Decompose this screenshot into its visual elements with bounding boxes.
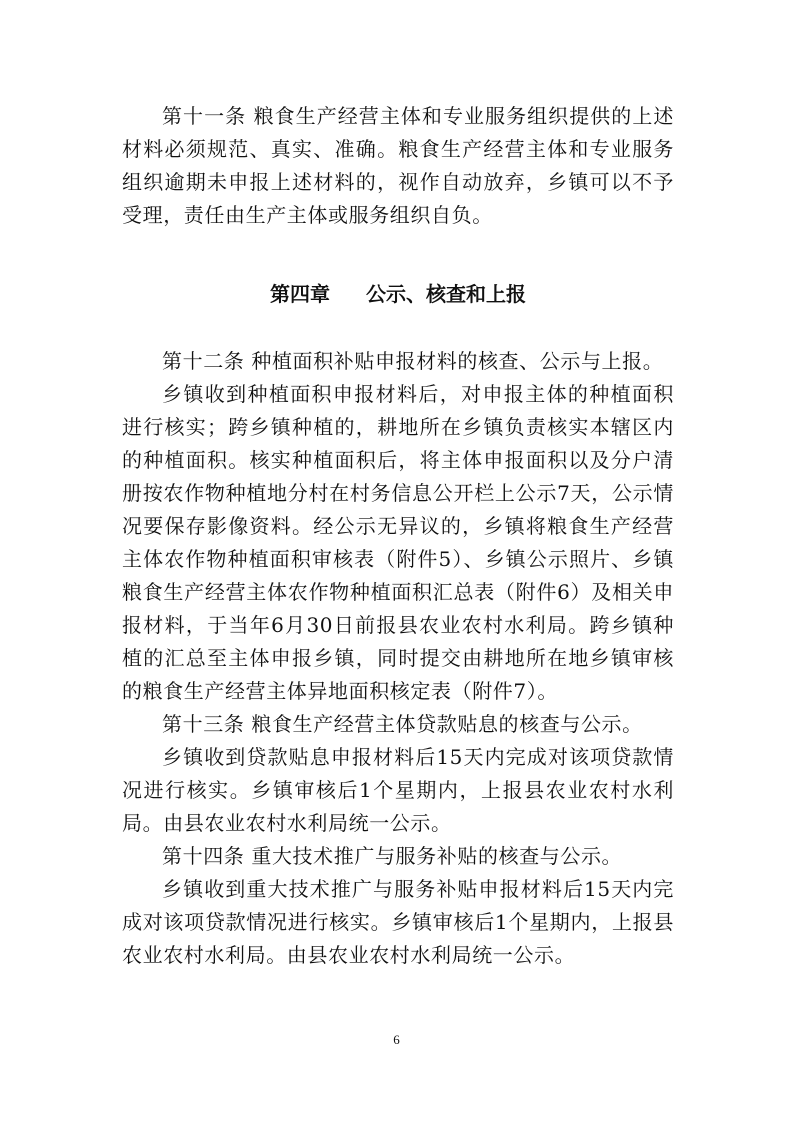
page-number: 6 [393, 1032, 400, 1047]
article-13-title: 第十三条 粮食生产经营主体贷款贴息的核查与公示。 [162, 712, 643, 736]
chapter-body [122, 345, 674, 972]
chapter-number: 第四章 [270, 282, 330, 306]
article-14-title: 第十四条 重大技术推广与服务补贴的核查与公示。 [162, 844, 623, 868]
article-12-title: 第十二条 种植面积补贴申报材料的核查、公示与上报。 [162, 349, 664, 373]
article-14-body: 乡镇收到重大技术推广与服务补贴申报材料后15天内完成对该项贷款情况进行核实。乡镇审核后1个星期内，上报县农业农村水利局。由县农业农村水利局统一公示。 [122, 877, 674, 967]
article-13-body: 乡镇收到贷款贴息申报材料后15天内完成对该项贷款情况进行核实。乡镇审核后1个星期内，上报县农业农村水利局。由县农业农村水利局统一公示。 [122, 745, 674, 835]
chapter-title: 公示、核查和上报 [366, 282, 526, 306]
article-11-block [122, 100, 674, 232]
article-11-paragraph: 第十一条 粮食生产经营主体和专业服务组织提供的上述材料必须规范、真实、准确。粮食生产经营主体和专业服务组织逾期未申报上述材料的，视作自动放弃，乡镇可以不予受理，责任由生产主体或服务组织自负。 [122, 104, 674, 227]
chapter-heading [122, 279, 674, 309]
article-12-body: 乡镇收到种植面积申报材料后，对申报主体的种植面积进行核实；跨乡镇种植的，耕地所在乡镇负责核实本辖区内的种植面积。核实种植面积后，将主体申报面积以及分户清册按农作物种植地分村在村务信息公开栏上公示7天，公示情况要保存影像资料。经公示无异议的，乡镇将粮食生产经营主体农作物种植面积审核表（附件5）、乡镇公示照片、乡镇粮食生产经营主体农作物种植面积汇总表（附件6）及相关申报材料，于当年6月30日前报县农业农村水利局。跨乡镇种植的汇总至主体申报乡镇，同时提交由耕地所在地乡镇审核的粮食生产经营主体异地面积核定表（附件7）。 [122, 382, 674, 703]
